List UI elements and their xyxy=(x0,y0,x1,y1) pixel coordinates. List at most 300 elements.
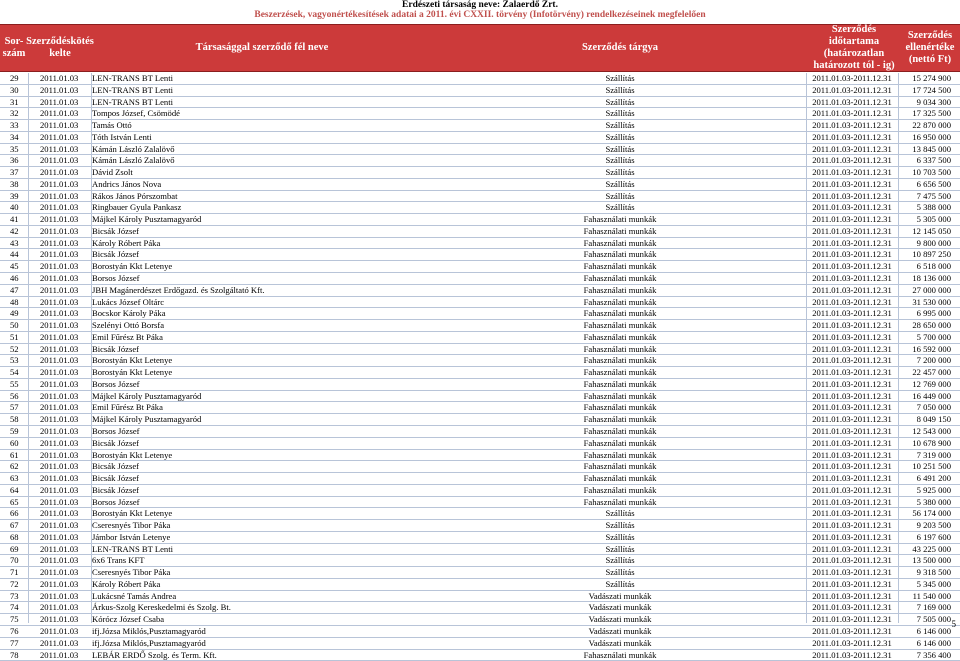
cell-contract-date: 2011.01.03 xyxy=(40,567,79,578)
cell-contract-date: 2011.01.03 xyxy=(40,414,79,425)
cell-contract-date: 2011.01.03 xyxy=(40,120,79,131)
cell-row-number: 59 xyxy=(10,425,19,436)
header-period: Szerződés időtartama (határozatlan határozott tól - ig) xyxy=(813,24,895,71)
cell-contract-date: 2011.01.03 xyxy=(40,178,79,189)
cell-value: 13 845 000 xyxy=(912,143,951,154)
cell-contract-date: 2011.01.03 xyxy=(40,320,79,331)
cell-value: 7 505 000 xyxy=(916,614,951,625)
cell-partner: Cseresnyés Tibor Páka xyxy=(92,567,171,578)
cell-subject: Fahasználati munkák xyxy=(583,425,657,436)
cell-contract-date: 2011.01.03 xyxy=(40,237,79,248)
cell-subject: Szállítás xyxy=(605,84,635,95)
cell-row-number: 71 xyxy=(10,567,19,578)
table-row xyxy=(0,567,960,579)
cell-partner: Tóth István Lenti xyxy=(92,131,152,142)
cell-contract-date: 2011.01.03 xyxy=(40,84,79,95)
cell-period: 2011.01.03-2011.12.31 xyxy=(812,155,892,166)
table-row xyxy=(0,191,960,203)
cell-row-number: 35 xyxy=(10,143,19,154)
cell-partner: Bicsák József xyxy=(92,473,140,484)
table-row xyxy=(0,261,960,273)
table-row xyxy=(0,120,960,132)
cell-value: 10 678 900 xyxy=(912,437,951,448)
cell-partner: Kórócz József Csaba xyxy=(92,614,165,625)
cell-period: 2011.01.03-2011.12.31 xyxy=(812,649,892,660)
cell-period: 2011.01.03-2011.12.31 xyxy=(812,355,892,366)
cell-contract-date: 2011.01.03 xyxy=(40,496,79,507)
cell-period: 2011.01.03-2011.12.31 xyxy=(812,555,892,566)
cell-subject: Fahasználati munkák xyxy=(583,214,657,225)
cell-period: 2011.01.03-2011.12.31 xyxy=(812,308,892,319)
table-row xyxy=(0,85,960,97)
cell-subject: Fahasználati munkák xyxy=(583,461,657,472)
cell-value: 18 136 000 xyxy=(912,273,951,284)
cell-period: 2011.01.03-2011.12.31 xyxy=(812,261,892,272)
cell-partner: Emil Fűrész Bt Páka xyxy=(92,402,163,413)
cell-subject: Szállítás xyxy=(605,543,635,554)
cell-value: 9 800 000 xyxy=(916,237,951,248)
cell-contract-date: 2011.01.03 xyxy=(40,225,79,236)
cell-partner: Borsos József xyxy=(92,425,140,436)
cell-contract-date: 2011.01.03 xyxy=(40,637,79,648)
cell-row-number: 64 xyxy=(10,484,19,495)
table-row xyxy=(0,285,960,297)
cell-period: 2011.01.03-2011.12.31 xyxy=(812,402,892,413)
table-row xyxy=(0,544,960,556)
cell-contract-date: 2011.01.03 xyxy=(40,555,79,566)
cell-partner: Bocskor Károly Páka xyxy=(92,308,166,319)
cell-value: 12 543 000 xyxy=(912,425,951,436)
cell-subject: Fahasználati munkák xyxy=(583,296,657,307)
cell-subject: Fahasználati munkák xyxy=(583,355,657,366)
cell-period: 2011.01.03-2011.12.31 xyxy=(812,167,892,178)
cell-subject: Szállítás xyxy=(605,567,635,578)
cell-partner: Bicsák József xyxy=(92,225,140,236)
header-contract-date: Szerződéskötés kelte xyxy=(26,36,94,59)
cell-period: 2011.01.03-2011.12.31 xyxy=(812,590,892,601)
cell-partner: JBH Magánerdészet Erdőgazd. és Szolgáltató Kft. xyxy=(92,284,265,295)
table-row xyxy=(0,555,960,567)
cell-subject: Szállítás xyxy=(605,202,635,213)
cell-contract-date: 2011.01.03 xyxy=(40,167,79,178)
cell-row-number: 41 xyxy=(10,214,19,225)
cell-period: 2011.01.03-2011.12.31 xyxy=(812,567,892,578)
cell-period: 2011.01.03-2011.12.31 xyxy=(812,320,892,331)
table-body xyxy=(0,73,960,661)
cell-row-number: 47 xyxy=(10,284,19,295)
cell-row-number: 45 xyxy=(10,261,19,272)
cell-period: 2011.01.03-2011.12.31 xyxy=(812,625,892,636)
cell-row-number: 68 xyxy=(10,531,19,542)
cell-subject: Fahasználati munkák xyxy=(583,261,657,272)
cell-value: 22 870 000 xyxy=(912,120,951,131)
cell-period: 2011.01.03-2011.12.31 xyxy=(812,273,892,284)
cell-partner: Árkus-Szolg Kereskedelmi és Szolg. Bt. xyxy=(92,602,231,613)
cell-value: 22 457 000 xyxy=(912,367,951,378)
cell-row-number: 65 xyxy=(10,496,19,507)
cell-row-number: 30 xyxy=(10,84,19,95)
cell-subject: Szállítás xyxy=(605,73,635,83)
cell-contract-date: 2011.01.03 xyxy=(40,425,79,436)
cell-partner: Dávid Zsolt xyxy=(92,167,133,178)
cell-subject: Fahasználati munkák xyxy=(583,237,657,248)
cell-subject: Szállítás xyxy=(605,108,635,119)
cell-period: 2011.01.03-2011.12.31 xyxy=(812,237,892,248)
cell-value: 6 337 500 xyxy=(916,155,951,166)
cell-subject: Fahasználati munkák xyxy=(583,402,657,413)
cell-partner: Jámbor István Letenye xyxy=(92,531,171,542)
table-row xyxy=(0,273,960,285)
cell-row-number: 54 xyxy=(10,367,19,378)
table-row xyxy=(0,602,960,614)
cell-row-number: 52 xyxy=(10,343,19,354)
cell-row-number: 38 xyxy=(10,178,19,189)
cell-subject: Szállítás xyxy=(605,508,635,519)
cell-row-number: 55 xyxy=(10,378,19,389)
cell-contract-date: 2011.01.03 xyxy=(40,402,79,413)
cell-value: 6 656 500 xyxy=(916,178,951,189)
cell-period: 2011.01.03-2011.12.31 xyxy=(812,543,892,554)
table-row xyxy=(0,426,960,438)
cell-period: 2011.01.03-2011.12.31 xyxy=(812,296,892,307)
cell-contract-date: 2011.01.03 xyxy=(40,390,79,401)
cell-partner: LEN-TRANS BT Lenti xyxy=(92,84,173,95)
cell-value: 15 274 900 xyxy=(912,73,951,83)
cell-value: 7 319 000 xyxy=(916,449,951,460)
cell-partner: LEN-TRANS BT Lenti xyxy=(92,73,173,83)
table-row xyxy=(0,238,960,250)
cell-row-number: 46 xyxy=(10,273,19,284)
table-row xyxy=(0,508,960,520)
cell-period: 2011.01.03-2011.12.31 xyxy=(812,225,892,236)
cell-period: 2011.01.03-2011.12.31 xyxy=(812,484,892,495)
table-row xyxy=(0,614,960,626)
cell-contract-date: 2011.01.03 xyxy=(40,449,79,460)
cell-subject: Fahasználati munkák xyxy=(583,496,657,507)
cell-value: 16 449 000 xyxy=(912,390,951,401)
cell-period: 2011.01.03-2011.12.31 xyxy=(812,602,892,613)
table-row xyxy=(0,591,960,603)
cell-subject: Szállítás xyxy=(605,143,635,154)
cell-contract-date: 2011.01.03 xyxy=(40,331,79,342)
cell-row-number: 39 xyxy=(10,190,19,201)
header-row-number: Sor- szám xyxy=(2,36,26,59)
cell-subject: Szállítás xyxy=(605,531,635,542)
table-row xyxy=(0,650,960,661)
cell-row-number: 76 xyxy=(10,625,19,636)
cell-partner: ifj.Józsa Miklós,Pusztamagyaród xyxy=(92,625,206,636)
cell-partner: Tompos József, Csömödé xyxy=(92,108,180,119)
cell-period: 2011.01.03-2011.12.31 xyxy=(812,367,892,378)
table-row xyxy=(0,167,960,179)
cell-subject: Vadászati munkák xyxy=(588,625,652,636)
cell-row-number: 57 xyxy=(10,402,19,413)
cell-period: 2011.01.03-2011.12.31 xyxy=(812,331,892,342)
cell-subject: Szállítás xyxy=(605,155,635,166)
table-row xyxy=(0,579,960,591)
cell-period: 2011.01.03-2011.12.31 xyxy=(812,284,892,295)
cell-value: 7 475 500 xyxy=(916,190,951,201)
table-row xyxy=(0,497,960,509)
cell-row-number: 61 xyxy=(10,449,19,460)
cell-contract-date: 2011.01.03 xyxy=(40,378,79,389)
cell-value: 5 345 000 xyxy=(916,578,951,589)
cell-row-number: 40 xyxy=(10,202,19,213)
cell-subject: Fahasználati munkák xyxy=(583,249,657,260)
cell-period: 2011.01.03-2011.12.31 xyxy=(812,214,892,225)
cell-row-number: 62 xyxy=(10,461,19,472)
cell-contract-date: 2011.01.03 xyxy=(40,531,79,542)
cell-subject: Fahasználati munkák xyxy=(583,649,657,660)
cell-contract-date: 2011.01.03 xyxy=(40,108,79,119)
cell-period: 2011.01.03-2011.12.31 xyxy=(812,531,892,542)
cell-contract-date: 2011.01.03 xyxy=(40,625,79,636)
cell-row-number: 72 xyxy=(10,578,19,589)
cell-subject: Fahasználati munkák xyxy=(583,320,657,331)
header-value: Szerződés ellenértéke (nettó Ft) xyxy=(905,30,955,65)
cell-row-number: 53 xyxy=(10,355,19,366)
table-row xyxy=(0,297,960,309)
cell-row-number: 56 xyxy=(10,390,19,401)
cell-value: 5 380 000 xyxy=(916,496,951,507)
cell-partner: Borostyán Kkt Letenye xyxy=(92,261,173,272)
cell-subject: Fahasználati munkák xyxy=(583,437,657,448)
cell-subject: Fahasználati munkák xyxy=(583,343,657,354)
cell-period: 2011.01.03-2011.12.31 xyxy=(812,249,892,260)
cell-row-number: 31 xyxy=(10,96,19,107)
table-row xyxy=(0,520,960,532)
table-row xyxy=(0,485,960,497)
table-row xyxy=(0,438,960,450)
cell-row-number: 74 xyxy=(10,602,19,613)
cell-value: 8 049 150 xyxy=(916,414,951,425)
cell-value: 7 356 400 xyxy=(916,649,951,660)
cell-value: 6 491 200 xyxy=(916,473,951,484)
table-header xyxy=(0,24,960,72)
cell-partner: LEN-TRANS BT Lenti xyxy=(92,543,173,554)
cell-partner: Rákos János Pórszombat xyxy=(92,190,178,201)
cell-contract-date: 2011.01.03 xyxy=(40,261,79,272)
cell-partner: Kámán László Zalalövő xyxy=(92,143,175,154)
cell-row-number: 66 xyxy=(10,508,19,519)
cell-contract-date: 2011.01.03 xyxy=(40,508,79,519)
cell-partner: Emil Fűrész Bt Páka xyxy=(92,331,163,342)
cell-value: 11 540 000 xyxy=(912,590,951,601)
cell-partner: Borostyán Kkt Letenye xyxy=(92,367,173,378)
cell-subject: Szállítás xyxy=(605,96,635,107)
cell-value: 31 530 000 xyxy=(912,296,951,307)
table-row xyxy=(0,638,960,650)
cell-subject: Szállítás xyxy=(605,555,635,566)
cell-value: 7 169 000 xyxy=(916,602,951,613)
table-row xyxy=(0,332,960,344)
cell-contract-date: 2011.01.03 xyxy=(40,355,79,366)
table-row xyxy=(0,202,960,214)
cell-value: 5 925 000 xyxy=(916,484,951,495)
cell-subject: Fahasználati munkák xyxy=(583,449,657,460)
cell-subject: Szállítás xyxy=(605,190,635,201)
cell-contract-date: 2011.01.03 xyxy=(40,131,79,142)
cell-partner: Borsos József xyxy=(92,496,140,507)
cell-partner: Ringbauer Gyula Pankasz xyxy=(92,202,182,213)
cell-subject: Szállítás xyxy=(605,120,635,131)
cell-contract-date: 2011.01.03 xyxy=(40,367,79,378)
cell-contract-date: 2011.01.03 xyxy=(40,214,79,225)
cell-partner: Károly Róbert Páka xyxy=(92,578,161,589)
cell-period: 2011.01.03-2011.12.31 xyxy=(812,473,892,484)
cell-contract-date: 2011.01.03 xyxy=(40,543,79,554)
cell-row-number: 63 xyxy=(10,473,19,484)
cell-row-number: 48 xyxy=(10,296,19,307)
cell-period: 2011.01.03-2011.12.31 xyxy=(812,190,892,201)
cell-contract-date: 2011.01.03 xyxy=(40,437,79,448)
cell-row-number: 34 xyxy=(10,131,19,142)
cell-period: 2011.01.03-2011.12.31 xyxy=(812,131,892,142)
cell-row-number: 36 xyxy=(10,155,19,166)
table-row xyxy=(0,320,960,332)
cell-subject: Szállítás xyxy=(605,167,635,178)
table-row xyxy=(0,379,960,391)
cell-partner: Májkel Károly Pusztamagyaród xyxy=(92,214,202,225)
cell-partner: ifj.Józsa Miklós,Pusztamagyaród xyxy=(92,637,206,648)
table-row xyxy=(0,626,960,638)
table-row xyxy=(0,473,960,485)
cell-value: 17 724 500 xyxy=(912,84,951,95)
cell-value: 9 318 500 xyxy=(916,567,951,578)
cell-period: 2011.01.03-2011.12.31 xyxy=(812,437,892,448)
cell-contract-date: 2011.01.03 xyxy=(40,484,79,495)
cell-period: 2011.01.03-2011.12.31 xyxy=(812,414,892,425)
cell-row-number: 75 xyxy=(10,614,19,625)
cell-value: 5 305 000 xyxy=(916,214,951,225)
cell-subject: Fahasználati munkák xyxy=(583,331,657,342)
cell-row-number: 60 xyxy=(10,437,19,448)
cell-value: 10 703 500 xyxy=(912,167,951,178)
cell-row-number: 37 xyxy=(10,167,19,178)
cell-partner: Kámán László Zalalövő xyxy=(92,155,175,166)
cell-partner: Borsos József xyxy=(92,378,140,389)
cell-row-number: 73 xyxy=(10,590,19,601)
cell-value: 12 769 000 xyxy=(912,378,951,389)
cell-value: 9 034 300 xyxy=(916,96,951,107)
cell-partner: Bicsák József xyxy=(92,461,140,472)
cell-period: 2011.01.03-2011.12.31 xyxy=(812,508,892,519)
cell-subject: Vadászati munkák xyxy=(588,614,652,625)
table-row xyxy=(0,308,960,320)
cell-value: 9 203 500 xyxy=(916,520,951,531)
cell-contract-date: 2011.01.03 xyxy=(40,155,79,166)
cell-value: 13 500 000 xyxy=(912,555,951,566)
cell-period: 2011.01.03-2011.12.31 xyxy=(812,73,892,83)
cell-contract-date: 2011.01.03 xyxy=(40,520,79,531)
cell-value: 17 325 500 xyxy=(912,108,951,119)
table-row xyxy=(0,414,960,426)
cell-value: 27 000 000 xyxy=(912,284,951,295)
cell-row-number: 44 xyxy=(10,249,19,260)
cell-row-number: 77 xyxy=(10,637,19,648)
cell-row-number: 67 xyxy=(10,520,19,531)
table-row xyxy=(0,179,960,191)
cell-subject: Szállítás xyxy=(605,520,635,531)
cell-partner: Bicsák József xyxy=(92,249,140,260)
cell-subject: Szállítás xyxy=(605,131,635,142)
cell-row-number: 50 xyxy=(10,320,19,331)
cell-contract-date: 2011.01.03 xyxy=(40,143,79,154)
cell-partner: Májkel Károly Pusztamagyaród xyxy=(92,390,202,401)
cell-row-number: 78 xyxy=(10,649,19,660)
cell-partner: Borsos József xyxy=(92,273,140,284)
table-row xyxy=(0,73,960,85)
cell-value: 5 700 000 xyxy=(916,331,951,342)
cell-partner: Lukácsné Tamás Andrea xyxy=(92,590,177,601)
cell-subject: Fahasználati munkák xyxy=(583,390,657,401)
cell-period: 2011.01.03-2011.12.31 xyxy=(812,614,892,625)
cell-period: 2011.01.03-2011.12.31 xyxy=(812,390,892,401)
cell-value: 16 950 000 xyxy=(912,131,951,142)
cell-value: 16 592 000 xyxy=(912,343,951,354)
cell-value: 12 145 050 xyxy=(912,225,951,236)
table-row xyxy=(0,344,960,356)
cell-partner: Bicsák József xyxy=(92,484,140,495)
cell-period: 2011.01.03-2011.12.31 xyxy=(812,378,892,389)
cell-period: 2011.01.03-2011.12.31 xyxy=(812,120,892,131)
cell-period: 2011.01.03-2011.12.31 xyxy=(812,84,892,95)
table-row xyxy=(0,155,960,167)
cell-subject: Vadászati munkák xyxy=(588,590,652,601)
cell-row-number: 69 xyxy=(10,543,19,554)
table-row xyxy=(0,144,960,156)
cell-value: 5 388 000 xyxy=(916,202,951,213)
cell-value: 43 225 000 xyxy=(912,543,951,554)
cell-partner: Májkel Károly Pusztamagyaród xyxy=(92,414,202,425)
cell-value: 6 146 000 xyxy=(916,637,951,648)
cell-period: 2011.01.03-2011.12.31 xyxy=(812,202,892,213)
cell-contract-date: 2011.01.03 xyxy=(40,190,79,201)
cell-contract-date: 2011.01.03 xyxy=(40,73,79,83)
law-line: Beszerzések, vagyonértékesítések adatai a 2011. évi CXXII. törvény (Infotörvény) rendelkezéseinek megfelelően xyxy=(254,10,706,20)
cell-contract-date: 2011.01.03 xyxy=(40,308,79,319)
cell-partner: Bicsák József xyxy=(92,343,140,354)
cell-contract-date: 2011.01.03 xyxy=(40,602,79,613)
cell-row-number: 43 xyxy=(10,237,19,248)
cell-row-number: 42 xyxy=(10,225,19,236)
cell-subject: Fahasználati munkák xyxy=(583,484,657,495)
cell-subject: Fahasználati munkák xyxy=(583,284,657,295)
cell-row-number: 29 xyxy=(10,73,19,83)
table-row xyxy=(0,249,960,261)
table-row xyxy=(0,108,960,120)
cell-contract-date: 2011.01.03 xyxy=(40,343,79,354)
cell-row-number: 70 xyxy=(10,555,19,566)
cell-partner: Borostyán Kkt Letenye xyxy=(92,449,173,460)
cell-contract-date: 2011.01.03 xyxy=(40,649,79,660)
cell-partner: Tamás Ottó xyxy=(92,120,132,131)
cell-subject: Fahasználati munkák xyxy=(583,378,657,389)
cell-period: 2011.01.03-2011.12.31 xyxy=(812,178,892,189)
table-row xyxy=(0,391,960,403)
cell-subject: Fahasználati munkák xyxy=(583,273,657,284)
document-title xyxy=(0,0,960,22)
cell-subject: Szállítás xyxy=(605,578,635,589)
cell-subject: Fahasználati munkák xyxy=(583,308,657,319)
cell-value: 10 251 500 xyxy=(912,461,951,472)
cell-contract-date: 2011.01.03 xyxy=(40,284,79,295)
cell-value: 28 650 000 xyxy=(912,320,951,331)
cell-period: 2011.01.03-2011.12.31 xyxy=(812,578,892,589)
cell-value: 6 146 000 xyxy=(916,625,951,636)
cell-subject: Fahasználati munkák xyxy=(583,367,657,378)
table-row xyxy=(0,226,960,238)
